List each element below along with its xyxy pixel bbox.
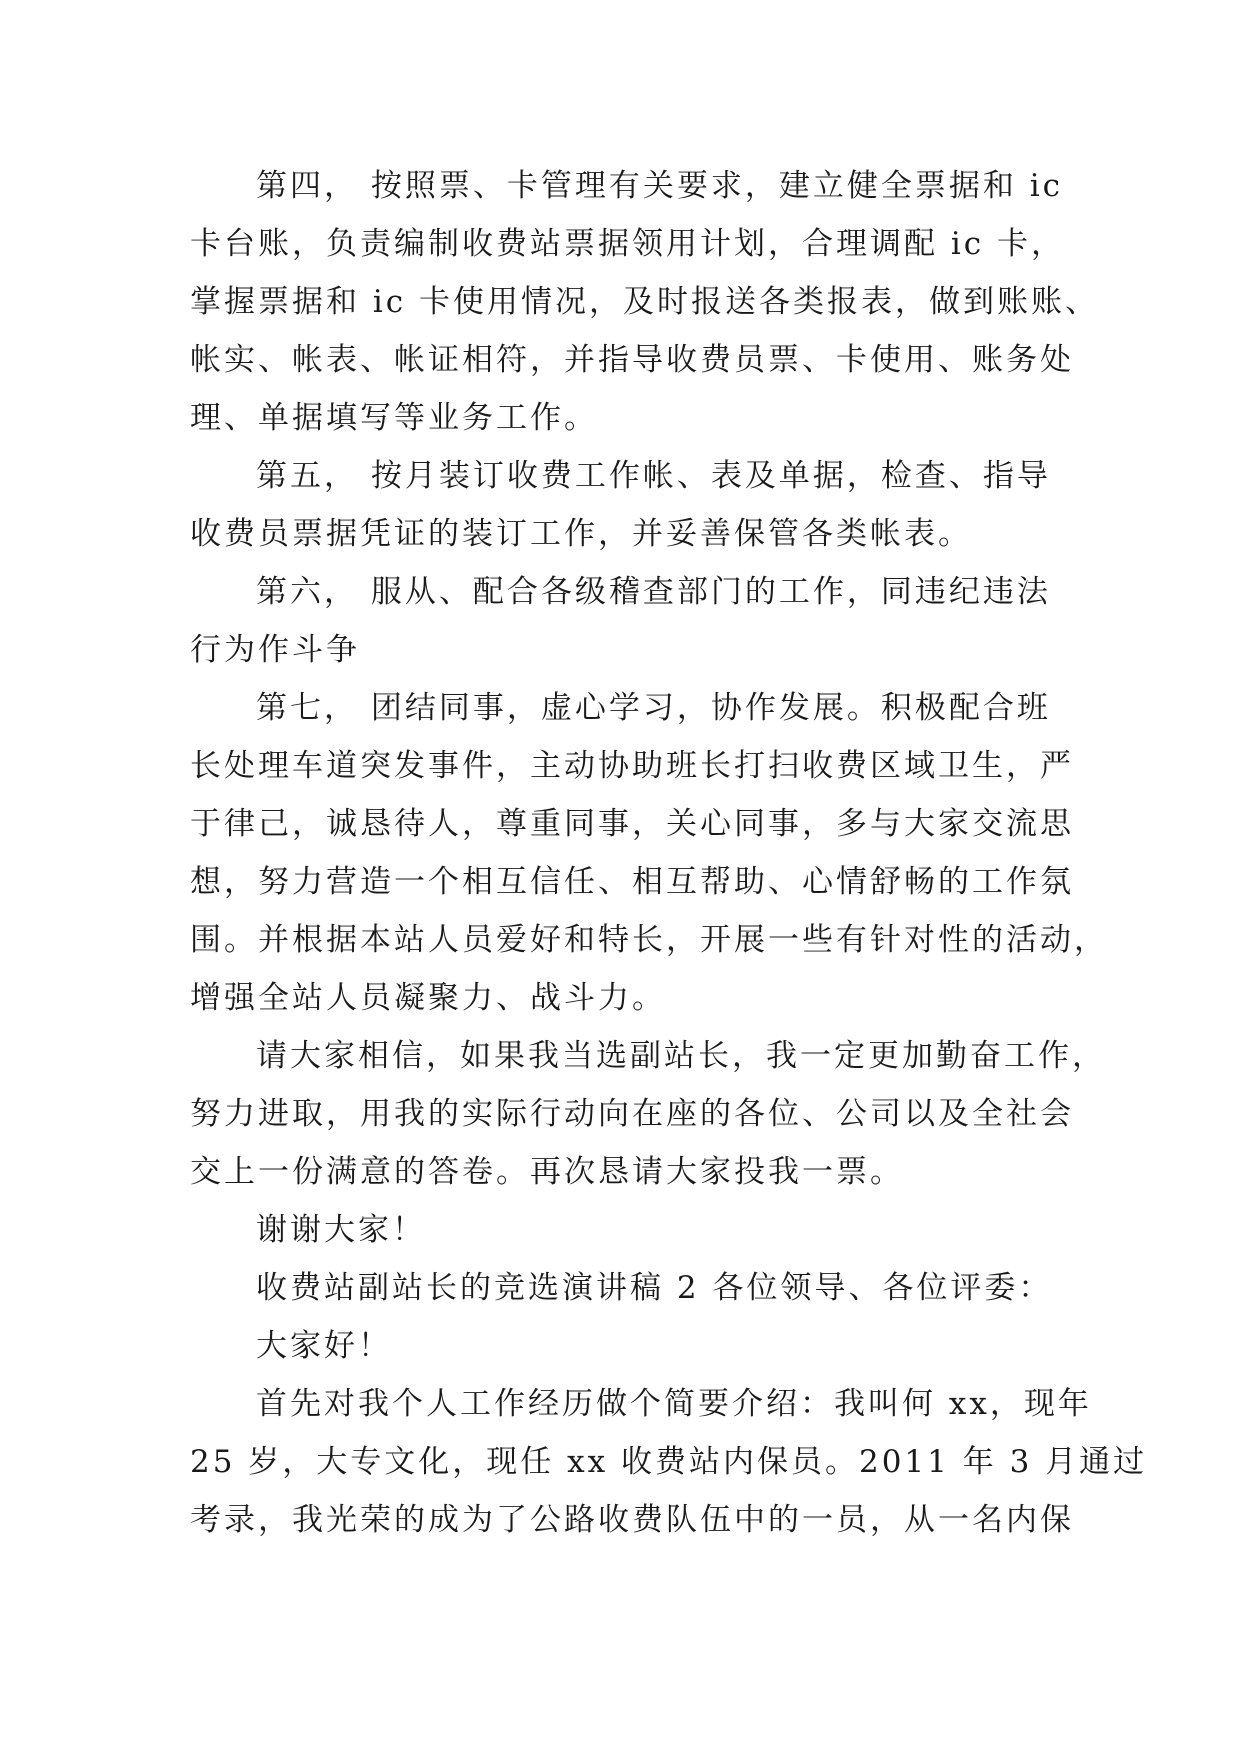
text-line: 第四， 按照票、卡管理有关要求，建立健全票据和 ic bbox=[256, 168, 1063, 204]
text-line: 掌握票据和 ic 卡使用情况，及时报送各类报表，做到账账、 bbox=[190, 284, 1099, 320]
text-line: 第六， 服从、配合各级稽查部门的工作，同违纪违法 bbox=[256, 574, 1051, 610]
text-line: 大家好！ bbox=[256, 1328, 392, 1364]
text-line: 增强全站人员凝聚力、战斗力。 bbox=[190, 980, 666, 1016]
text-line: 收费员票据凭证的装订工作，并妥善保管各类帐表。 bbox=[190, 516, 972, 552]
text-line: 考录，我光荣的成为了公路收费队伍中的一员，从一名内保 bbox=[190, 1502, 1074, 1538]
text-line: 25 岁，大专文化，现任 xx 收费站内保员。2011 年 3 月通过 bbox=[190, 1444, 1148, 1480]
text-line: 谢谢大家！ bbox=[256, 1212, 426, 1248]
text-line: 第七， 团结同事，虚心学习，协作发展。积极配合班 bbox=[256, 690, 1051, 726]
text-line: 第五， 按月装订收费工作帐、表及单据，检查、指导 bbox=[256, 458, 1051, 494]
text-line: 努力进取，用我的实际行动向在座的各位、公司以及全社会 bbox=[190, 1096, 1074, 1132]
text-line: 围。并根据本站人员爱好和特长，开展一些有针对性的活动， bbox=[190, 922, 1108, 958]
text-line: 卡台账，负责编制收费站票据领用计划，合理调配 ic 卡， bbox=[190, 226, 1065, 262]
text-line: 帐实、帐表、帐证相符，并指导收费员票、卡使用、账务处 bbox=[190, 342, 1074, 378]
text-line: 长处理车道突发事件，主动协助班长打扫收费区域卫生，严 bbox=[190, 748, 1074, 784]
text-line: 理、单据填写等业务工作。 bbox=[190, 400, 598, 436]
text-line: 请大家相信，如果我当选副站长，我一定更加勤奋工作， bbox=[256, 1038, 1106, 1074]
text-line: 收费站副站长的竞选演讲稿 2 各位领导、各位评委： bbox=[256, 1270, 1053, 1306]
text-line: 首先对我个人工作经历做个简要介绍：我叫何 xx，现年 bbox=[256, 1386, 1092, 1422]
text-line: 交上一份满意的答卷。再次恳请大家投我一票。 bbox=[190, 1154, 904, 1190]
text-line: 于律己，诚恳待人，尊重同事，关心同事，多与大家交流思 bbox=[190, 806, 1074, 842]
text-line: 行为作斗争 bbox=[190, 632, 360, 668]
text-line: 想，努力营造一个相互信任、相互帮助、心情舒畅的工作氛 bbox=[190, 864, 1074, 900]
